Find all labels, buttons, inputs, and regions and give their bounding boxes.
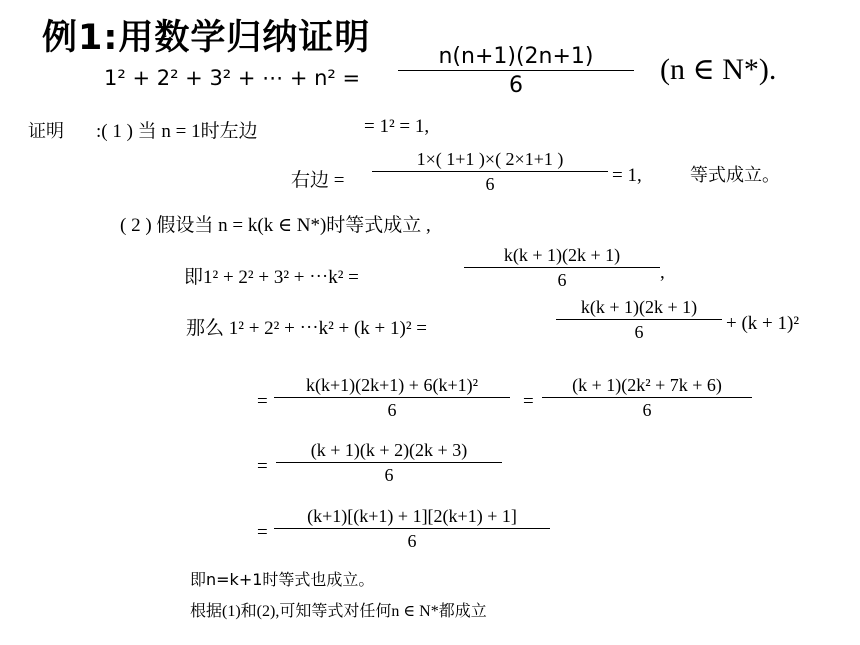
name-tail: + (k + 1)² xyxy=(726,313,800,334)
ji-denominator: 6 xyxy=(557,270,567,290)
ji-numerator: k(k + 1)(2k + 1) xyxy=(464,245,660,268)
formula-denominator: 6 xyxy=(509,73,523,98)
right-side-label: 右边 = xyxy=(291,170,345,191)
page-title: 例1:用数学归纳证明 xyxy=(42,18,371,58)
name-lhs: 那么 1² + 2² + ⋯k² + (k + 1)² = xyxy=(186,318,428,339)
equation-holds: 等式成立。 xyxy=(690,165,780,186)
eq1b-numerator: (k + 1)(2k² + 7k + 6) xyxy=(542,375,752,398)
step2-assumption: ( 2 ) 假设当 n = k(k ∈ N*)时等式成立 , xyxy=(120,215,431,236)
ji-fraction xyxy=(464,245,660,291)
name-fraction xyxy=(556,297,722,343)
right-side-fraction xyxy=(372,149,608,195)
name-numerator: k(k + 1)(2k + 1) xyxy=(556,297,722,320)
conclusion-step: 即n=k+1时等式也成立。 xyxy=(190,570,375,589)
formula-fraction xyxy=(398,44,634,98)
eq3-fraction xyxy=(274,506,550,552)
right-side-denominator: 6 xyxy=(485,174,495,194)
eq2-numerator: (k + 1)(k + 2)(2k + 3) xyxy=(276,440,502,463)
formula-condition: (n ∈ N*). xyxy=(660,53,777,86)
eq3-equals: = xyxy=(257,522,268,543)
step1-value: = 1² = 1, xyxy=(364,116,430,137)
eq3-numerator: (k+1)[(k+1) + 1][2(k+1) + 1] xyxy=(274,506,550,529)
proof-label: 证明 xyxy=(28,121,64,142)
eq1b-equals: = xyxy=(523,391,534,412)
eq2-equals: = xyxy=(257,456,268,477)
step1-lead: :( 1 ) 当 n = 1时左边 xyxy=(96,121,258,142)
eq2-denominator: 6 xyxy=(384,465,394,485)
formula-lhs: 1² + 2² + 3² + ⋯ + n² = xyxy=(104,66,361,90)
eq3-denominator: 6 xyxy=(407,531,417,551)
right-side-numerator: 1×( 1+1 )×( 2×1+1 ) xyxy=(372,149,608,172)
formula-numerator: n(n+1)(2n+1) xyxy=(398,44,634,71)
eq2-fraction xyxy=(276,440,502,486)
ji-lhs: 即1² + 2² + 3² + ⋯k² = xyxy=(184,267,359,288)
right-side-result: = 1, xyxy=(612,165,642,186)
conclusion-final: 根据(1)和(2),可知等式对任何n ∈ N*都成立 xyxy=(190,603,487,620)
eq1-denominator: 6 xyxy=(387,400,397,420)
name-denominator: 6 xyxy=(634,322,644,342)
eq1b-fraction xyxy=(542,375,752,421)
eq1-equals: = xyxy=(257,391,268,412)
eq1b-denominator: 6 xyxy=(642,400,652,420)
eq1-fraction xyxy=(274,375,510,421)
ji-tail: , xyxy=(660,262,665,283)
eq1-numerator: k(k+1)(2k+1) + 6(k+1)² xyxy=(274,375,510,398)
